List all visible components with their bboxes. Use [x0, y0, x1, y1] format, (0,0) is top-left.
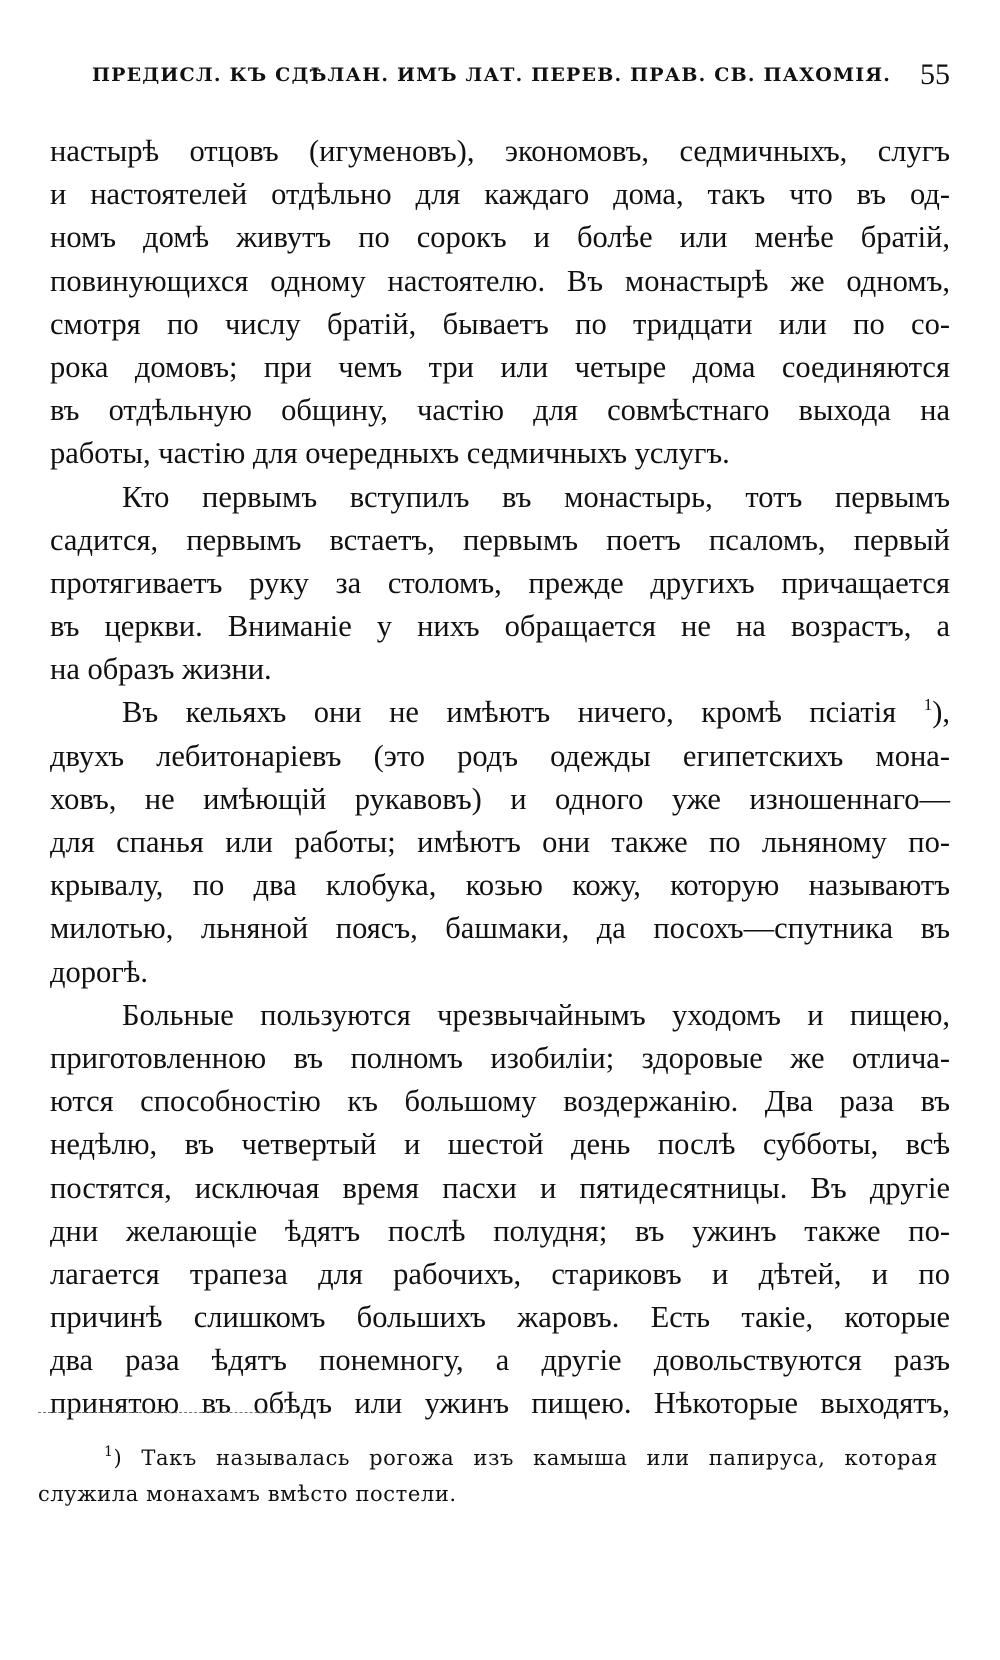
text-line: дорогѣ.: [50, 954, 148, 989]
text-line: причинѣ слишкомъ большихъ жаровъ. Есть такіе, которые: [50, 1300, 950, 1335]
text-line: протягиваетъ руку за столомъ, прежде другихъ причащается: [50, 565, 950, 600]
text-line: номъ домѣ живутъ по сорокъ и болѣе или менѣе братій,: [50, 220, 950, 255]
text-line: работы, частію для очередныхъ седмичныхъ услугъ.: [50, 436, 730, 471]
footnotes: [38, 1440, 938, 1512]
footnote-reference-suffix: ),: [932, 695, 951, 730]
page-number: 55: [920, 58, 950, 91]
text-line: повинующихся одному настоятелю. Въ монастырѣ же одномъ,: [50, 263, 950, 298]
footnote-line: служила монахамъ вмѣсто постели.: [38, 1482, 457, 1506]
text-line: дни желающіе ѣдятъ послѣ полудня; въ ужинъ также по-: [50, 1213, 950, 1248]
text-line: Кто первымъ вступилъ въ монастырь, тотъ первымъ: [122, 479, 950, 514]
text-line: въ отдѣльную общину, частію для совмѣстнаго выхода на: [50, 393, 950, 428]
text-line: два раза ѣдятъ понемногу, а другіе довольствуются разъ: [50, 1343, 950, 1378]
text-line: приготовленною въ полномъ изобиліи; здоровые же отлича-: [50, 1040, 950, 1075]
footnote-divider: [38, 1412, 308, 1413]
text-line: лагается трапеза для рабочихъ, стариковъ и дѣтей, и по: [50, 1256, 950, 1291]
running-title: ПРЕДИСЛ. КЪ СДѢЛАН. ИМЪ ЛАТ. ПЕРЕВ. ПРАВ. СВ. ПАХОМІЯ.: [92, 64, 892, 86]
text-line: настырѣ отцовъ (игуменовъ), экономовъ, седмичныхъ, слугъ: [50, 134, 950, 168]
footnote-marker-suffix: ): [113, 1446, 123, 1470]
text-line: Больные пользуются чрезвычайнымъ уходомъ и пищею,: [122, 997, 950, 1032]
footnote-text: Такъ называлась рогожа изъ камыша или папируса, которая: [141, 1446, 938, 1470]
text-line: ются способностію къ большому воздержанію. Два раза въ: [50, 1084, 950, 1119]
text-line: смотря по числу братій, бываетъ по тридцати или по со-: [50, 306, 950, 341]
text-line: крывалу, по два клобука, козью кожу, которую называютъ: [50, 868, 950, 903]
text-line: рока домовъ; при чемъ три или четыре дома соединяются: [50, 349, 950, 384]
text-line: недѣлю, въ четвертый и шестой день послѣ субботы, всѣ: [50, 1127, 950, 1162]
text-line: садится, первымъ встаетъ, первымъ поетъ псаломъ, первый: [50, 522, 950, 557]
footnote-reference[interactable]: [924, 695, 933, 714]
footnote-reference-number: 1: [923, 695, 933, 715]
text-line: двухъ лебитонаріевъ (это родъ одежды египетскихъ мона-: [50, 738, 950, 773]
text-line: принятою въ обѣдъ или ужинъ пищею. Нѣкоторые выходятъ,: [50, 1386, 950, 1421]
footnote-line: [38, 1440, 938, 1476]
text-line: ховъ, не имѣющій рукавовъ) и одного уже изношеннаго—: [50, 781, 950, 816]
text-line: въ церкви. Вниманіе у нихъ обращается не на возрастъ, а: [50, 609, 950, 644]
text-line: и настоятелей отдѣльно для каждаго дома, такъ что въ од-: [50, 177, 950, 212]
text-line: милотью, льняной поясъ, башмаки, да посохъ—спутника въ: [50, 911, 950, 946]
running-head: [92, 60, 950, 94]
text-line: на образъ жизни.: [50, 652, 272, 687]
text-line: постятся, исключая время пасхи и пятидесятницы. Въ другіе: [50, 1170, 950, 1205]
footnote-marker: [104, 1444, 114, 1460]
footnote-marker-number: 1: [104, 1444, 114, 1460]
text-line-with-footnote-ref: [50, 691, 950, 734]
text-line: для спанья или работы; имѣютъ они также по льняному по-: [50, 825, 950, 859]
body-text: [50, 130, 950, 1426]
text-line-content: Въ кельяхъ они не имѣютъ ничего, кромѣ псіатія: [122, 695, 897, 730]
